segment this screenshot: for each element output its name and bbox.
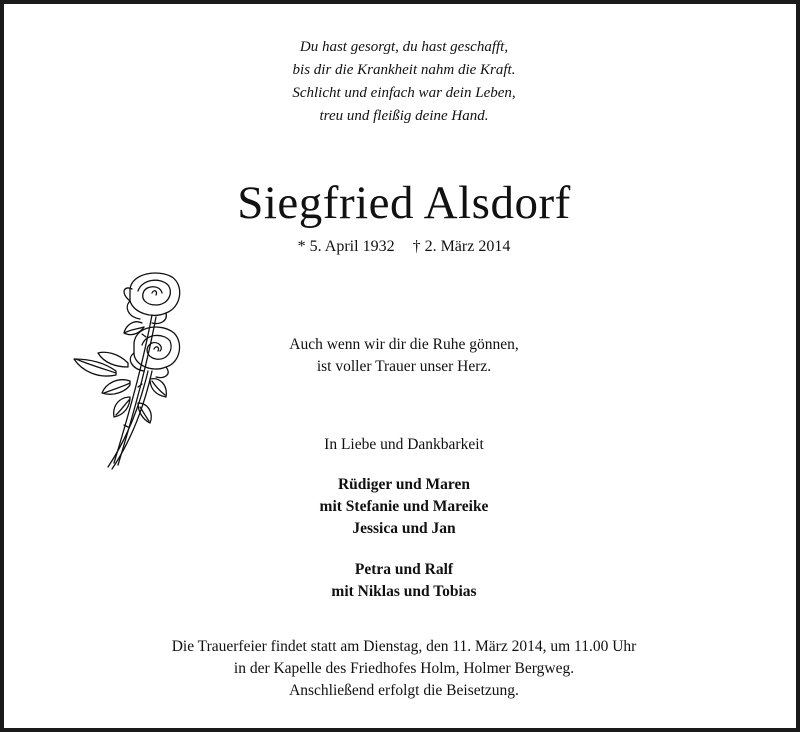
family-line: mit Niklas und Tobias	[331, 583, 477, 600]
birth-date: * 5. April 1932	[297, 238, 395, 255]
family-line: mit Stefanie und Mareike	[319, 498, 489, 515]
poem-line: Du hast gesorgt, du hast geschafft,	[299, 39, 509, 55]
quote	[124, 334, 684, 378]
service-info	[4, 636, 800, 702]
deceased-name: Siegfried Alsdorf	[237, 177, 571, 229]
quote-line: ist voller Trauer unser Herz.	[316, 358, 492, 375]
poem-line: Schlicht und einfach war dein Leben,	[292, 85, 516, 101]
dedication: In Liebe und Dankbarkeit	[324, 436, 484, 453]
life-dates	[4, 237, 800, 257]
death-date: † 2. März 2014	[412, 238, 511, 255]
service-line: in der Kapelle des Friedhofes Holm, Holmer Bergweg.	[233, 660, 575, 677]
family-line: Rüdiger und Maren	[337, 476, 471, 493]
service-line: Anschließend erfolgt die Beisetzung.	[289, 682, 519, 699]
family-group	[4, 474, 800, 540]
service-line: Die Trauerfeier findet statt am Dienstag, den 11. März 2014, um 11.00 Uhr	[171, 638, 637, 655]
family-line: Jessica und Jan	[352, 520, 456, 537]
quote-line: Auch wenn wir dir die Ruhe gönnen,	[289, 336, 519, 353]
family-group	[4, 559, 800, 603]
poem-line: bis dir die Krankheit nahm die Kraft.	[292, 62, 516, 78]
poem	[4, 36, 800, 128]
family-line: Petra und Ralf	[354, 561, 454, 578]
poem-line: treu und fleißig deine Hand.	[319, 108, 489, 124]
